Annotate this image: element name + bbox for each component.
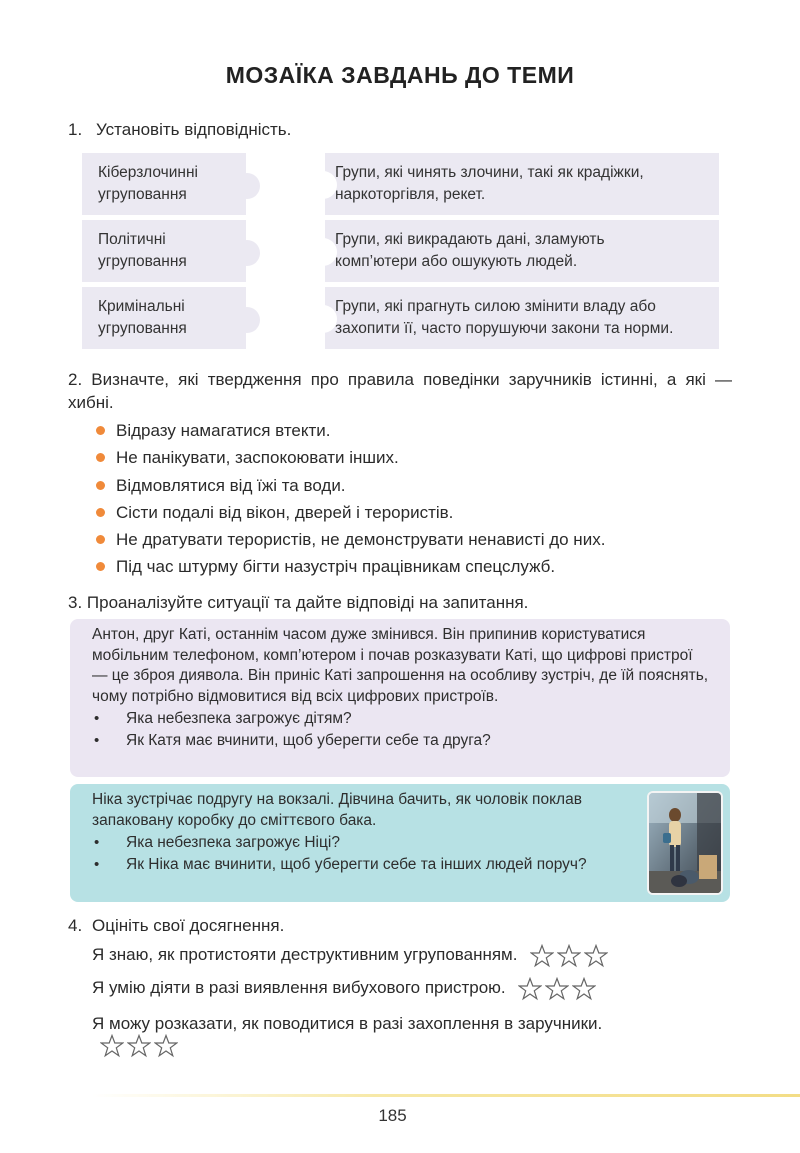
question-item: [92, 709, 710, 730]
station-photo-illustration: [649, 793, 721, 893]
question-item: [92, 731, 710, 752]
match-left-3: [82, 287, 246, 349]
statement-text: Відразу намагатися втекти.: [116, 421, 331, 440]
question-text: Як Катя має вчинити, щоб уберегти себе та друга?: [126, 731, 491, 749]
task-2-heading: 2. Визначте, які твердження про правила поведінки заручників істинні, а які — хибні.: [68, 370, 732, 412]
match-left-1: [82, 153, 246, 215]
statement-text: Під час штурму бігти назустріч працівникам спецслужб.: [116, 557, 556, 577]
statement-item: [94, 499, 605, 526]
match-right-2: [325, 220, 719, 282]
task-2-statements: [94, 417, 605, 581]
bullet-dot-icon: [96, 453, 105, 462]
bullet-icon: •: [94, 731, 100, 749]
self-assessment-2: [92, 976, 599, 1001]
bullet-dot-icon: [96, 481, 105, 490]
self-assessment-3: [92, 1012, 732, 1035]
self-assessment-1: [92, 943, 611, 968]
task-1-number: 1.: [68, 120, 83, 139]
task-4-heading: [68, 914, 284, 937]
task-3-heading: 3. Проаналізуйте ситуації та дайте відповіді на запитання.: [68, 593, 529, 612]
star-icon[interactable]: [584, 944, 608, 968]
star-icon[interactable]: [530, 944, 554, 968]
match-right-1-line1: Групи, які чинять злочини, такі як крадіжки,: [335, 164, 644, 181]
star-icon[interactable]: [545, 977, 569, 1001]
puzzle-notch: [309, 238, 337, 266]
bullet-dot-icon: [96, 426, 105, 435]
puzzle-tab: [234, 173, 260, 199]
page-number: 185: [378, 1106, 407, 1125]
question-text: Яка небезпека загрожує Ніці?: [126, 834, 340, 851]
statement-item: [94, 417, 605, 444]
self-assessment-text: Я можу розказати, як поводитися в разі захоплення в заручники.: [92, 1014, 603, 1033]
star-icon[interactable]: [100, 1034, 124, 1058]
bullet-icon: •: [94, 834, 100, 851]
statement-text: Сісти подалі від вікон, дверей і терористів.: [116, 502, 454, 522]
question-item: [92, 855, 630, 876]
match-left-2: [82, 220, 246, 282]
task-1-heading: [68, 118, 291, 141]
star-icon[interactable]: [557, 944, 581, 968]
statement-text: Відмовлятися від їжі та води.: [116, 475, 346, 495]
bullet-dot-icon: [96, 535, 105, 544]
match-right-1-line2: наркоторгівля, рекет.: [335, 186, 486, 203]
situation-1-questions: [92, 709, 710, 751]
match-right-2-line1: Групи, які викрадають дані, зламують: [335, 231, 605, 248]
match-right-1: [325, 153, 719, 215]
situation-2-questions: [92, 833, 630, 875]
situation-1-box: [70, 619, 730, 777]
rating-stars[interactable]: [530, 943, 611, 968]
self-assessment-text: Я знаю, як протистояти деструктивним угрупованням.: [92, 945, 518, 964]
situation-2-box: [70, 784, 730, 902]
rating-stars[interactable]: [100, 1034, 181, 1058]
puzzle-tab: [234, 307, 260, 333]
match-right-3-line2: захопити її, часто порушуючи закони та норми.: [335, 320, 674, 337]
puzzle-notch: [309, 305, 337, 333]
statement-text: Не дратувати терористів, не демонструвати ненависті до них.: [116, 530, 606, 550]
statement-item: [94, 526, 605, 553]
match-left-1-line2: угруповання: [98, 186, 187, 203]
match-left-3-line2: угруповання: [98, 320, 187, 337]
bullet-dot-icon: [96, 562, 105, 571]
statement-text: Не панікувати, заспокоювати інших.: [116, 448, 399, 468]
bullet-icon: •: [94, 710, 100, 727]
match-left-2-line2: угруповання: [98, 253, 187, 270]
bullet-icon: •: [94, 855, 100, 873]
match-left-2-line1: Політичні: [98, 231, 166, 248]
puzzle-notch: [309, 171, 337, 199]
match-left-3-line1: Кримінальні: [98, 298, 185, 315]
bullet-dot-icon: [96, 508, 105, 517]
star-icon[interactable]: [518, 977, 542, 1001]
rating-stars[interactable]: [518, 976, 599, 1001]
situation-1-text: Антон, друг Каті, останнім часом дуже змінився. Він припинив користуватися мобільним телефоном, комп’ютером і почав розказувати Каті, що цифрові пристрої — це зброя диявола. Він приніс Каті запрошення на особливу зустріч, де їй пояснять, чому потрібно відмовитися від всіх цифрових пристроїв.: [92, 626, 709, 705]
star-icon[interactable]: [154, 1034, 178, 1058]
station-photo: [647, 791, 723, 895]
star-icon[interactable]: [572, 977, 596, 1001]
situation-2-text: Ніка зустрічає подругу на вокзалі. Дівчина бачить, як чоловік поклав запаковану коробку до сміттєвого бака.: [92, 791, 582, 829]
puzzle-tab: [234, 240, 260, 266]
match-right-3-line1: Групи, які прагнуть силою змінити владу або: [335, 298, 656, 315]
question-item: [92, 833, 630, 854]
footer-divider: [92, 1094, 800, 1097]
question-text: Яка небезпека загрожує дітям?: [126, 710, 352, 727]
task-4-text: Оцініть свої досягнення.: [92, 916, 285, 935]
match-right-3: [325, 287, 719, 349]
self-assessment-text: Я умію діяти в разі виявлення вибухового пристрою.: [92, 978, 506, 997]
task-4-number: 4.: [68, 916, 83, 935]
match-left-1-line1: Кіберзлочинні: [98, 164, 198, 181]
page-title: МОЗАЇКА ЗАВДАНЬ ДО ТЕМИ: [225, 62, 575, 88]
statement-item: [94, 444, 605, 471]
question-text: Як Ніка має вчинити, щоб уберегти себе та інших людей поруч?: [126, 855, 587, 873]
task-1-text: Установіть відповідність.: [96, 120, 292, 139]
match-right-2-line2: комп’ютери або ошукують людей.: [335, 253, 578, 270]
star-icon[interactable]: [127, 1034, 151, 1058]
statement-item: [94, 553, 605, 580]
statement-item: [94, 472, 605, 499]
